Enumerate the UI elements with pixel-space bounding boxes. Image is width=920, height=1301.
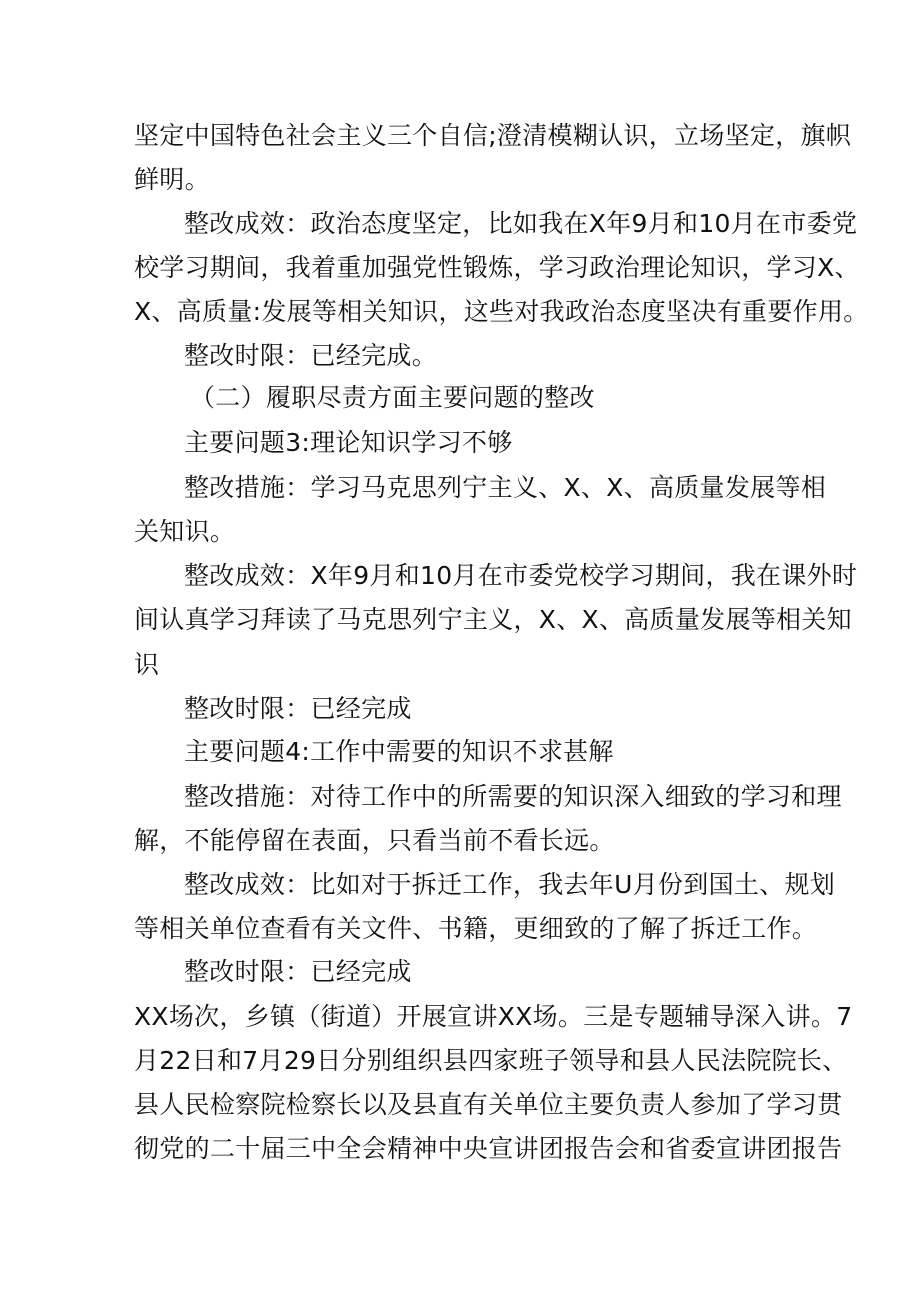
paragraph-line: 整改成效：X年9月和10月在市委党校学习期间，我在课外时 [184,561,858,590]
paragraph-line: 彻党的二十届三中全会精神中央宣讲团报告会和省委宣讲团报告 [134,1134,843,1163]
paragraph-line: 整改成效：比如对于拆迁工作，我去年U月份到国土、规划 [184,870,836,899]
paragraph-line: 校学习期间，我着重加强党性锻炼，学习政治理论知识，学习X、 [134,253,860,282]
paragraph-line: 整改成效：政治态度坚定，比如我在X年9月和10月在市委党 [184,209,858,238]
paragraph-line: 整改时限：已经完成 [184,957,412,986]
paragraph-line: 识 [134,650,160,679]
paragraph-line: 坚定中国特色社会主义三个自信;澄清模糊认识，立场坚定，旗帜 [134,121,852,150]
paragraph-line: 整改措施：学习马克思列宁主义、X、X、高质量发展等相 [184,473,827,502]
paragraph-line: 整改时限：已经完成 [184,694,412,723]
paragraph-line: 解，不能停留在表面，只看当前不看长远。 [134,826,615,855]
paragraph-line: 整改措施：对待工作中的所需要的知识深入细致的学习和理 [184,782,842,811]
paragraph-line: 县人民检察院检察长以及县直有关单位主要负责人参加了学习贯 [134,1090,843,1119]
paragraph-line: X、高质量:发展等相关知识，这些对我政治态度坚决有重要作用。 [134,297,869,326]
paragraph-line: 等相关单位查看有关文件、书籍，更细致的了解了拆迁工作。 [134,914,818,943]
paragraph-line: 间认真学习拜读了马克思列宁主义，X、X、高质量发展等相关知 [134,605,852,634]
paragraph-line: 主要问题3:理论知识学习不够 [184,428,513,457]
section-heading: （二）履职尽责方面主要问题的整改 [190,383,595,412]
paragraph-line: 关知识。 [134,517,236,546]
paragraph-line: 主要问题4:工作中需要的知识不求甚解 [184,737,614,766]
paragraph-line: XX场次，乡镇（街道）开展宣讲XX场。三是专题辅导深入讲。7 [134,1002,853,1031]
paragraph-line: 鲜明。 [134,165,210,194]
paragraph-line: 整改时限：已经完成。 [184,341,438,370]
paragraph-line: 月22日和7月29日分别组织县四家班子领导和县人民法院院长、 [134,1046,848,1075]
